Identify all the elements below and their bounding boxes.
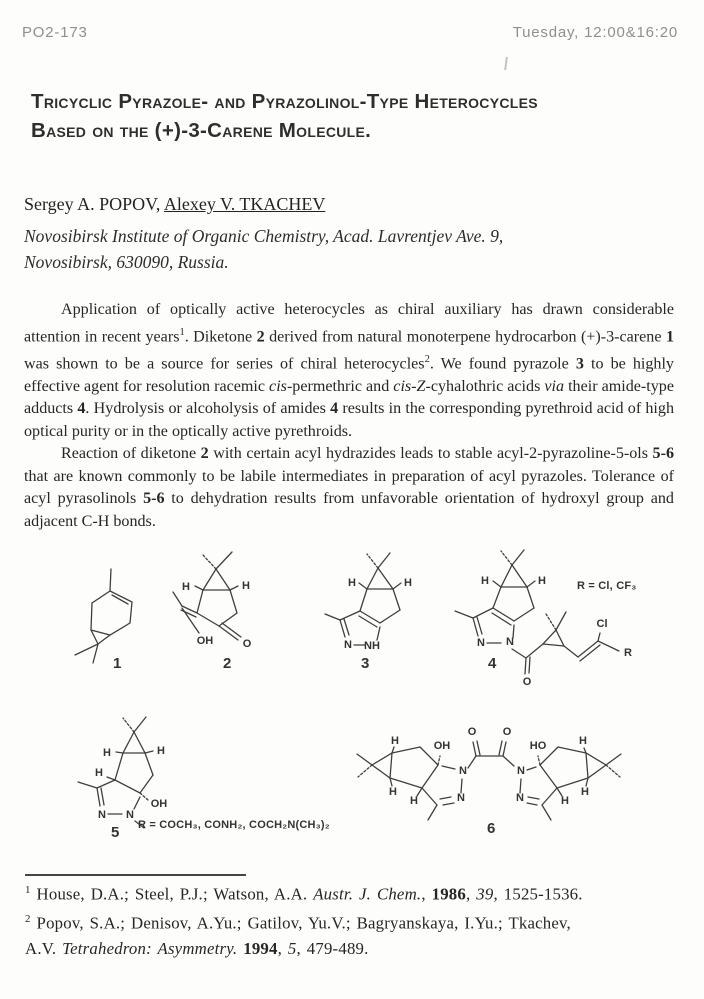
atom-label-oh: OH	[196, 635, 214, 647]
footnote-1: $^1$ House, D.A.; Steel, P.J.; Watson, A.A. Austr. J. Chem., 1986, 39, 1525-1536.	[25, 884, 583, 904]
structure-5-bonds	[78, 717, 153, 828]
paper-title	[31, 87, 538, 145]
atom-label-n: N	[457, 792, 465, 804]
atom-label-h: H	[410, 795, 418, 807]
atom-label-n: N	[517, 765, 525, 777]
atom-label-r: R	[624, 647, 632, 659]
atom-label-h: H	[389, 786, 397, 798]
atom-label-h: H	[103, 747, 111, 759]
structure-2-bonds	[173, 552, 241, 640]
atom-label-o: O	[522, 676, 532, 688]
paper-title-line2: Based on the (+)-3-Carene Molecule.	[31, 119, 372, 142]
abstract-paragraph-2: Reaction of diketone 2 with certain acyl hydrazides leads to stable acyl-2-pyrazoline-5-ols 5-6 that are known commonly to be labile intermediates in preparation of acyl pyrazoles. Tolerance of acyl pyrasolinols 5-6 to dehydration results from unfavorable orientation of hydroxyl group and adjacent C-H bonds.	[24, 445, 674, 531]
atom-label-o: O	[467, 726, 477, 738]
affiliation-line1: Novosibirsk Institute of Organic Chemistry, Acad. Lavrentjev Ave. 9,	[24, 226, 504, 246]
footnote-2-line2: A.V. Tetrahedron: Asymmetry. 1994, 5, 479-489.	[25, 938, 369, 958]
poster-code: PO2-173	[22, 24, 88, 41]
atom-label-n: N	[477, 637, 485, 649]
atom-label-h: H	[561, 795, 569, 807]
footnote-rule	[25, 874, 246, 876]
structure-3-bonds	[325, 553, 401, 645]
footnote-2-line1: $^2$ Popov, S.A.; Denisov, A.Yu.; Gatilov, Yu.V.; Bagryanskaya, I.Yu.; Tkachev,	[25, 913, 571, 933]
author-popov: Sergey A. POPOV,	[24, 194, 164, 214]
structure-3-drawing	[322, 548, 434, 662]
structure-4-drawing	[436, 546, 672, 698]
author-list	[24, 194, 325, 215]
atom-label-n: N	[459, 765, 467, 777]
atom-label-h: H	[157, 745, 165, 757]
atom-label-cl: Cl	[596, 618, 608, 630]
atom-label-h: H	[182, 581, 190, 593]
atom-label-h: H	[581, 786, 589, 798]
author-tkachev-underlined: Alexey V. TKACHEV	[163, 194, 326, 214]
atom-label-h: H	[242, 580, 250, 592]
structure-2-drawing	[172, 543, 292, 655]
atom-label-h: H	[579, 735, 587, 747]
structure-4-label: 4	[488, 655, 497, 672]
atom-label-h: H	[481, 575, 489, 587]
atom-label-nh: NH	[364, 640, 380, 652]
atom-label-oh: OH	[150, 798, 168, 810]
atom-label-n: N	[98, 809, 106, 821]
atom-label-oh: OH	[433, 740, 451, 752]
abstract-body	[24, 299, 674, 534]
atom-label-h: H	[391, 735, 399, 747]
structure-1-bonds	[75, 569, 132, 663]
structure-1-drawing	[60, 560, 170, 670]
atom-label-n: N	[126, 809, 134, 821]
structure-2-label: 2	[223, 655, 232, 672]
atom-label-h: H	[348, 577, 356, 589]
scan-artifact	[504, 57, 508, 70]
atom-label-n: N	[344, 639, 352, 651]
structure-5-label: 5	[111, 824, 120, 841]
atom-label-h: H	[95, 767, 103, 779]
structure-6-label: 6	[487, 820, 496, 837]
session-time: Tuesday, 12:00&16:20	[512, 24, 678, 41]
r-substituents-note-4: R = Cl, CF₃	[577, 580, 637, 592]
abstract-paragraph-1: Application of optically active heterocycles as chiral auxiliary has drawn considerable attention in recent years$^1$. Diketone 2 derived from natural monoterpene hydrocarbon (+)-3-carene 1 was shown to be a source for series of chiral heterocycles$^2$. We found pyrazole 3 to be highly effective agent for resolution racemic cis-permethric and cis-Z-cyhalothric acids via their amide-type adducts 4. Hydrolysis or alcoholysis of amides 4 results in the corresponding pyrethroid acid of high optical purity or in the optically active pyrethroids.	[24, 301, 674, 440]
atom-label-o: O	[502, 726, 512, 738]
affiliation-line2: Novosibirsk, 630090, Russia.	[24, 252, 229, 272]
atom-label-h: H	[404, 577, 412, 589]
structure-6-drawing	[352, 704, 682, 854]
structure-1-label: 1	[113, 655, 122, 672]
structure-4-bonds	[455, 550, 619, 674]
atom-label-ho: HO	[529, 740, 547, 752]
structure-6-bonds	[357, 741, 621, 820]
footnotes	[25, 878, 677, 962]
paper-title-line1: Tricyclic Pyrazole- and Pyrazolinol-Type Heterocycles	[31, 90, 538, 113]
r-substituents-note-5: R = COCH₃, CONH₂, COCH₂N(CH₃)₂	[138, 819, 330, 831]
atom-label-h: H	[538, 575, 546, 587]
atom-label-o: O	[242, 638, 252, 650]
atom-label-n: N	[516, 792, 524, 804]
affiliation	[24, 223, 503, 275]
atom-label-n: N	[506, 636, 514, 648]
structure-3-label: 3	[361, 655, 370, 672]
